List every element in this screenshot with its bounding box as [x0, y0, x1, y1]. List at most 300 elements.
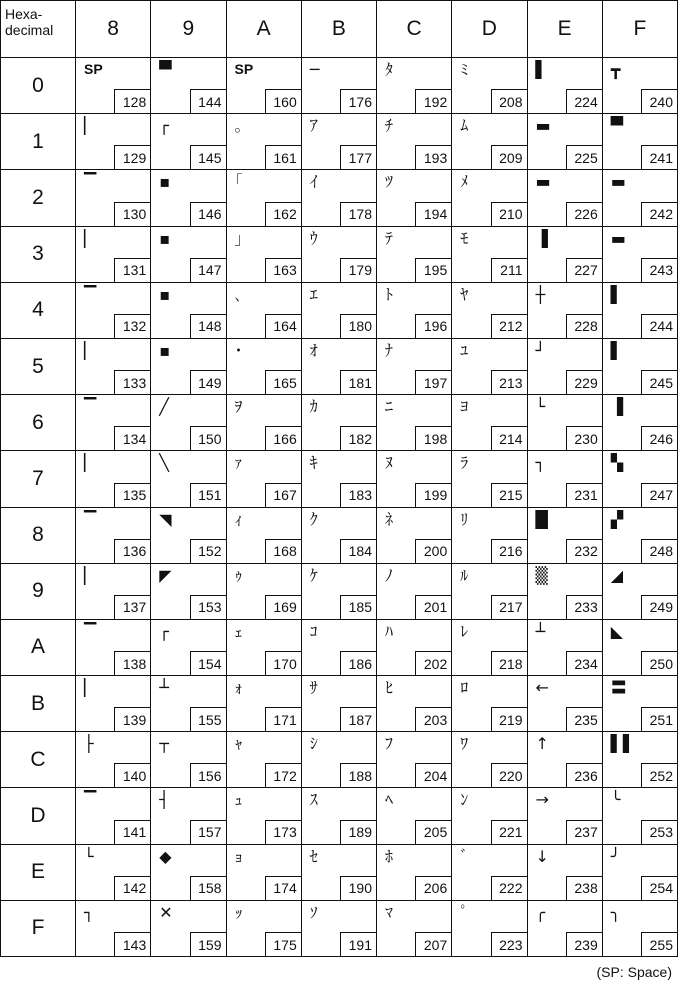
character-glyph: ▏: [84, 228, 97, 248]
decimal-code: 209: [491, 145, 527, 169]
code-cell: [302, 564, 377, 620]
character-glyph: ﾗ: [460, 453, 469, 473]
decimal-code: 145: [190, 145, 226, 169]
column-header: C: [377, 0, 452, 58]
character-glyph: ←: [535, 678, 549, 698]
decimal-code: 200: [415, 539, 451, 563]
row-header: 0: [0, 58, 76, 114]
code-cell: [151, 395, 226, 451]
decimal-code: 150: [190, 426, 226, 450]
decimal-code: 131: [114, 258, 150, 282]
code-cell: [603, 451, 678, 507]
code-cell: [377, 788, 452, 844]
character-glyph: ◆: [159, 846, 172, 866]
character-glyph: ▔: [84, 284, 97, 304]
decimal-code: 128: [114, 89, 150, 113]
code-cell: [227, 395, 302, 451]
code-cell: [603, 339, 678, 395]
character-glyph: ▏: [84, 453, 97, 473]
character-glyph: ｧ: [234, 453, 243, 473]
column-header: F: [603, 0, 678, 58]
character-glyph: ▐: [610, 397, 624, 417]
decimal-code: 220: [491, 763, 527, 787]
character-glyph: ｩ: [234, 565, 243, 585]
decimal-code: 217: [491, 595, 527, 619]
character-glyph: ･: [234, 340, 243, 360]
decimal-code: 190: [340, 876, 376, 900]
character-glyph: ┌: [159, 116, 169, 136]
character-glyph: ▪: [159, 228, 171, 248]
code-cell: [151, 788, 226, 844]
code-cell: [302, 451, 377, 507]
character-glyph: ▀: [610, 116, 624, 136]
footnote: (SP: Space): [596, 964, 672, 980]
decimal-code: 159: [190, 932, 226, 956]
decimal-code: 185: [340, 595, 376, 619]
decimal-code: 167: [265, 483, 301, 507]
decimal-code: 236: [566, 763, 602, 787]
character-glyph: ▬: [535, 172, 551, 192]
row-header: C: [0, 732, 76, 788]
code-cell: [603, 114, 678, 170]
character-glyph: ｶ: [309, 397, 318, 417]
column-header: E: [528, 0, 603, 58]
column-header: D: [452, 0, 527, 58]
code-cell: [227, 451, 302, 507]
decimal-code: 208: [491, 89, 527, 113]
character-glyph: ▬: [535, 116, 551, 136]
row-header: F: [0, 901, 76, 957]
code-cell: [603, 676, 678, 732]
character-glyph: ﾕ: [460, 340, 469, 360]
decimal-code: 140: [114, 763, 150, 787]
code-cell: [302, 114, 377, 170]
character-glyph: ﾅ: [385, 340, 394, 360]
code-cell: [377, 676, 452, 732]
decimal-code: 253: [641, 820, 677, 844]
character-glyph: ｨ: [234, 509, 243, 529]
code-cell: [151, 451, 226, 507]
character-glyph: ﾛ: [460, 678, 469, 698]
decimal-code: 235: [566, 707, 602, 731]
character-glyph: ｬ: [234, 734, 243, 754]
code-cell: [603, 395, 678, 451]
code-cell: [377, 732, 452, 788]
decimal-code: 146: [190, 202, 226, 226]
character-glyph: ﾃ: [385, 228, 394, 248]
decimal-code: 226: [566, 202, 602, 226]
code-cell: [452, 170, 527, 226]
decimal-code: 231: [566, 483, 602, 507]
character-glyph: ｺ: [309, 621, 318, 641]
code-cell: [452, 676, 527, 732]
decimal-code: 239: [566, 932, 602, 956]
code-cell: [377, 845, 452, 901]
code-cell: [603, 508, 678, 564]
decimal-code: 245: [641, 370, 677, 394]
character-glyph: ▪: [159, 284, 171, 304]
code-cell: [151, 676, 226, 732]
row-header: 2: [0, 170, 76, 226]
code-cell: [452, 451, 527, 507]
row-header: 7: [0, 451, 76, 507]
character-glyph: ﾖ: [460, 397, 469, 417]
character-glyph: ╱: [159, 397, 169, 417]
decimal-code: 153: [190, 595, 226, 619]
decimal-code: 137: [114, 595, 150, 619]
decimal-code: 197: [415, 370, 451, 394]
code-cell: [227, 508, 302, 564]
code-cell: [603, 227, 678, 283]
code-cell: [76, 227, 151, 283]
character-glyph: ｳ: [309, 228, 318, 248]
decimal-code: 227: [566, 258, 602, 282]
decimal-code: 201: [415, 595, 451, 619]
code-cell: [528, 564, 603, 620]
code-cell: [76, 901, 151, 957]
decimal-code: 176: [340, 89, 376, 113]
code-cell: [76, 114, 151, 170]
code-cell: [227, 845, 302, 901]
character-glyph: ﾚ: [460, 621, 469, 641]
decimal-code: 211: [491, 258, 527, 282]
column-header: B: [302, 0, 377, 58]
character-glyph: ﾓ: [460, 228, 469, 248]
decimal-code: 252: [641, 763, 677, 787]
character-glyph: ╰: [610, 790, 621, 810]
character-glyph: ｯ: [234, 902, 243, 922]
character-glyph: ↑: [535, 734, 549, 754]
decimal-code: 174: [265, 876, 301, 900]
code-cell: [528, 676, 603, 732]
code-cell: [452, 845, 527, 901]
decimal-code: 164: [265, 314, 301, 338]
character-glyph: ├: [84, 734, 94, 754]
code-cell: [302, 339, 377, 395]
decimal-code: 232: [566, 539, 602, 563]
decimal-code: 234: [566, 651, 602, 675]
decimal-code: 154: [190, 651, 226, 675]
character-glyph: ｪ: [234, 621, 243, 641]
character-glyph: ｷ: [309, 453, 318, 473]
decimal-code: 142: [114, 876, 150, 900]
decimal-code: 179: [340, 258, 376, 282]
decimal-code: 168: [265, 539, 301, 563]
character-glyph: ﾎ: [385, 846, 394, 866]
character-glyph: ▔: [84, 509, 97, 529]
decimal-code: 216: [491, 539, 527, 563]
code-cell: [76, 676, 151, 732]
character-glyph: ｦ: [234, 397, 243, 417]
code-cell: [76, 339, 151, 395]
code-cell: [302, 283, 377, 339]
code-cell: [227, 339, 302, 395]
decimal-code: 241: [641, 145, 677, 169]
decimal-code: 155: [190, 707, 226, 731]
decimal-code: 247: [641, 483, 677, 507]
code-cell: [528, 845, 603, 901]
code-cell: [452, 58, 527, 114]
character-glyph: ﾐ: [460, 60, 469, 79]
decimal-code: 192: [415, 89, 451, 113]
code-cell: [76, 845, 151, 901]
character-glyph: ﾌ: [385, 734, 394, 754]
character-glyph: ▏: [84, 340, 97, 360]
code-cell: [528, 732, 603, 788]
character-glyph: ▌: [610, 340, 624, 360]
decimal-code: 166: [265, 426, 301, 450]
code-cell: [377, 451, 452, 507]
character-glyph: ﾆ: [385, 397, 394, 417]
code-cell: [452, 395, 527, 451]
character-glyph: ﾒ: [460, 172, 469, 192]
character-glyph: ▞: [610, 509, 624, 529]
code-cell: [603, 283, 678, 339]
decimal-code: 141: [114, 820, 150, 844]
code-cell: [76, 508, 151, 564]
decimal-code: 136: [114, 539, 150, 563]
decimal-code: 183: [340, 483, 376, 507]
character-glyph: ▔: [84, 790, 97, 810]
character-glyph: ▀: [159, 60, 172, 79]
code-cell: [603, 58, 678, 114]
code-cell: [302, 676, 377, 732]
row-header: B: [0, 676, 76, 732]
character-glyph: ▪: [159, 172, 171, 192]
decimal-code: 162: [265, 202, 301, 226]
character-glyph: ﾞ: [460, 846, 469, 866]
code-cell: [76, 732, 151, 788]
decimal-code: 210: [491, 202, 527, 226]
decimal-code: 180: [340, 314, 376, 338]
character-glyph: ｭ: [234, 790, 243, 810]
decimal-code: 144: [190, 89, 226, 113]
character-glyph: ↓: [535, 846, 549, 866]
decimal-code: 203: [415, 707, 451, 731]
character-glyph: └: [535, 397, 546, 417]
code-cell: [452, 508, 527, 564]
code-cell: [452, 283, 527, 339]
decimal-code: 255: [641, 932, 677, 956]
code-cell: [302, 58, 377, 114]
decimal-code: 193: [415, 145, 451, 169]
code-cell: [227, 901, 302, 957]
decimal-code: 130: [114, 202, 150, 226]
decimal-code: 242: [641, 202, 677, 226]
character-glyph: ▬: [610, 172, 626, 192]
character-glyph: ﾑ: [460, 116, 469, 136]
code-cell: [452, 620, 527, 676]
decimal-code: 221: [491, 820, 527, 844]
decimal-code: 205: [415, 820, 451, 844]
code-cell: [377, 339, 452, 395]
row-header: 9: [0, 564, 76, 620]
character-glyph: ▪: [159, 340, 171, 360]
decimal-code: 177: [340, 145, 376, 169]
code-cell: [528, 508, 603, 564]
hexadecimal-header-line2: decimal: [5, 22, 54, 38]
character-glyph: ﾏ: [385, 902, 394, 922]
character-glyph: ｡: [234, 116, 243, 136]
character-glyph: ┳: [610, 60, 621, 79]
code-cell: [377, 564, 452, 620]
decimal-code: 212: [491, 314, 527, 338]
decimal-code: 230: [566, 426, 602, 450]
character-glyph: ┴: [159, 678, 169, 698]
character-glyph: ▔: [84, 172, 97, 192]
character-glyph: ╮: [610, 902, 621, 922]
character-glyph: ▬: [610, 228, 626, 248]
code-cell: [76, 788, 151, 844]
character-glyph: ▌: [535, 60, 548, 79]
decimal-code: 188: [340, 763, 376, 787]
character-glyph: ┬: [159, 734, 169, 754]
decimal-code: 143: [114, 932, 150, 956]
decimal-code: 215: [491, 483, 527, 507]
row-header: 8: [0, 508, 76, 564]
character-glyph: ◤: [159, 565, 172, 585]
code-cell: [452, 732, 527, 788]
decimal-code: 187: [340, 707, 376, 731]
character-glyph: ▌: [610, 284, 624, 304]
code-cell: [76, 620, 151, 676]
decimal-code: 181: [340, 370, 376, 394]
character-glyph: ﾙ: [460, 565, 469, 585]
code-cell: [302, 170, 377, 226]
character-glyph: 〓: [610, 678, 627, 698]
column-header: A: [227, 0, 302, 58]
decimal-code: 244: [641, 314, 677, 338]
code-cell: [302, 788, 377, 844]
character-glyph: ﾔ: [460, 284, 469, 304]
decimal-code: 165: [265, 370, 301, 394]
code-cell: [377, 114, 452, 170]
decimal-code: 248: [641, 539, 677, 563]
character-glyph: ﾁ: [385, 116, 394, 136]
code-cell: [603, 901, 678, 957]
character-glyph: ｢: [234, 172, 243, 192]
decimal-code: 233: [566, 595, 602, 619]
character-glyph: ｴ: [309, 284, 318, 304]
code-cell: [528, 58, 603, 114]
code-cell: [227, 227, 302, 283]
character-glyph: ｿ: [309, 902, 318, 922]
code-cell: [76, 170, 151, 226]
decimal-code: 194: [415, 202, 451, 226]
code-cell: [151, 732, 226, 788]
decimal-code: 229: [566, 370, 602, 394]
code-cell: [603, 564, 678, 620]
character-glyph: ﾇ: [385, 453, 394, 473]
character-glyph: ▏: [84, 565, 97, 585]
character-glyph: SP: [84, 61, 103, 77]
code-cell: [227, 620, 302, 676]
decimal-code: 246: [641, 426, 677, 450]
code-cell: [151, 227, 226, 283]
character-glyph: ﾀ: [385, 60, 394, 79]
decimal-code: 223: [491, 932, 527, 956]
character-glyph: ┤: [159, 790, 169, 810]
character-glyph: SP: [234, 61, 254, 77]
character-glyph: →: [535, 790, 549, 810]
code-cell: [302, 732, 377, 788]
character-glyph: ､: [234, 284, 243, 304]
decimal-code: 198: [415, 426, 451, 450]
code-cell: [452, 788, 527, 844]
decimal-code: 172: [265, 763, 301, 787]
character-glyph: ▏: [84, 116, 97, 136]
character-glyph: ◥: [159, 509, 172, 529]
code-cell: [377, 901, 452, 957]
character-glyph: ｵ: [309, 340, 318, 360]
code-cell: [528, 227, 603, 283]
character-glyph: ┐: [84, 902, 94, 922]
character-glyph: ✕: [159, 902, 173, 922]
row-header: 5: [0, 339, 76, 395]
decimal-code: 135: [114, 483, 150, 507]
decimal-code: 199: [415, 483, 451, 507]
code-cell: [302, 227, 377, 283]
character-glyph: ｽ: [309, 790, 318, 810]
code-cell: [302, 901, 377, 957]
code-cell: [452, 227, 527, 283]
code-cell: [377, 395, 452, 451]
character-glyph: ╲: [159, 453, 169, 473]
code-cell: [528, 451, 603, 507]
character-glyph: ﾂ: [385, 172, 394, 192]
decimal-code: 147: [190, 258, 226, 282]
decimal-code: 133: [114, 370, 150, 394]
character-glyph: ▐: [535, 228, 548, 248]
character-glyph: █: [535, 509, 548, 529]
code-cell: [151, 283, 226, 339]
row-header: D: [0, 788, 76, 844]
column-header: 9: [151, 0, 226, 58]
decimal-code: 222: [491, 876, 527, 900]
decimal-code: 240: [641, 89, 677, 113]
code-cell: [528, 339, 603, 395]
character-glyph: ﾋ: [385, 678, 394, 698]
decimal-code: 178: [340, 202, 376, 226]
character-glyph: ▚: [610, 453, 624, 473]
decimal-code: 149: [190, 370, 226, 394]
decimal-code: 251: [641, 707, 677, 731]
code-cell: [377, 620, 452, 676]
code-cell: [603, 620, 678, 676]
character-glyph: ｮ: [234, 846, 243, 866]
character-glyph: ▒: [535, 565, 548, 585]
character-glyph: ﾍ: [385, 790, 394, 810]
code-cell: [227, 732, 302, 788]
decimal-code: 170: [265, 651, 301, 675]
character-glyph: ﾈ: [385, 509, 394, 529]
decimal-code: 148: [190, 314, 226, 338]
decimal-code: 175: [265, 932, 301, 956]
decimal-code: 139: [114, 707, 150, 731]
decimal-code: 196: [415, 314, 451, 338]
character-glyph: ｣: [234, 228, 243, 248]
decimal-code: 219: [491, 707, 527, 731]
hexadecimal-header-line1: Hexa-: [5, 6, 43, 22]
code-cell: [76, 58, 151, 114]
code-cell: [377, 508, 452, 564]
code-cell: [76, 395, 151, 451]
character-glyph: ﾟ: [460, 902, 469, 922]
character-glyph: ◣: [610, 621, 624, 641]
code-cell: [151, 564, 226, 620]
decimal-code: 156: [190, 763, 226, 787]
row-header: 1: [0, 114, 76, 170]
